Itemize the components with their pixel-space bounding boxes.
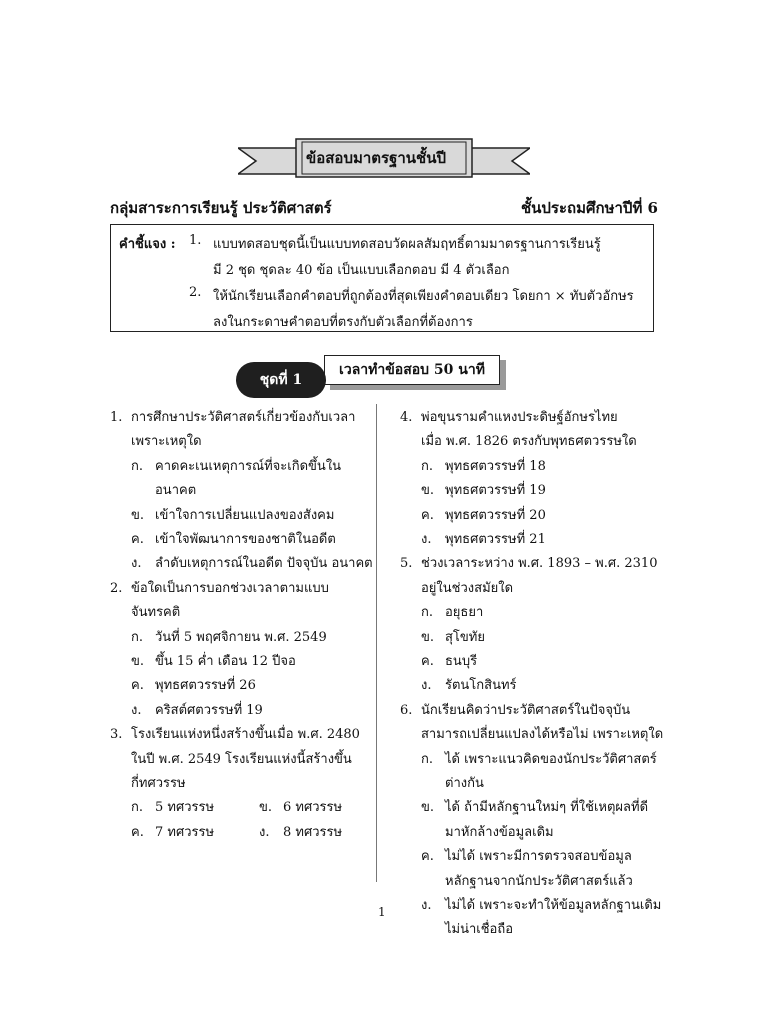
question-number: 2.	[110, 580, 123, 596]
option-text: รัตนโกสินทร์	[445, 678, 517, 694]
question-text: อยู่ในช่วงสมัยใด	[421, 580, 514, 596]
option-text: อยุธยา	[445, 605, 484, 621]
option-text: 8 ทศวรรษ	[283, 824, 343, 840]
option-label: ข.	[421, 483, 435, 499]
option-text: หลักฐานจากนักประวัติศาสตร์แล้ว	[445, 873, 633, 889]
option-text: วันที่ 5 พฤศจิกายน พ.ศ. 2549	[155, 629, 327, 645]
option-text: ต่างกัน	[445, 776, 484, 791]
question-text: โรงเรียนแห่งหนึ่งสร้างขึ้นเมื่อ พ.ศ. 2480	[131, 727, 360, 743]
option-text: เข้าใจพัฒนาการของชาติในอดีต	[155, 532, 336, 547]
instructions-box	[110, 224, 654, 332]
option-text: พุทธศตวรรษที่ 19	[445, 483, 546, 499]
option-label: ค.	[421, 507, 434, 523]
option-text: คริสต์ศตวรรษที่ 19	[155, 702, 263, 718]
question-number: 1.	[110, 410, 123, 425]
instruction-text: แบบทดสอบชุดนี้เป็นแบบทดสอบวัดผลสัมฤทธิ์ตามมาตรฐานการเรียนรู้	[213, 237, 601, 252]
instructions-label: คำชี้แจง :	[119, 237, 176, 252]
question-number: 6.	[400, 702, 413, 718]
option-text: พุทธศตวรรษที่ 20	[445, 507, 546, 523]
option-text: ไม่ได้ เพราะมีการตรวจสอบข้อมูล	[445, 849, 632, 865]
option-label: ก.	[131, 800, 144, 816]
question-number: 4.	[400, 410, 413, 425]
subject-line	[110, 196, 658, 220]
option-label: ง.	[259, 824, 270, 840]
option-label: ก.	[421, 751, 434, 767]
option-text: ได้ ถ้ามีหลักฐานใหม่ๆ ที่ใช้เหตุผลที่ดี	[445, 800, 649, 816]
instruction-number: 1.	[189, 233, 202, 248]
question-text: เมื่อ พ.ศ. 1826 ตรงกับพุทธศตวรรษใด	[421, 434, 637, 450]
option-text: ได้ เพราะแนวคิดของนักประวัติศาสตร์	[445, 751, 657, 767]
option-text: ธนบุรี	[445, 654, 478, 669]
option-text: 5 ทศวรรษ	[155, 800, 215, 816]
question-text: สามารถเปลี่ยนแปลงได้หรือไม่ เพราะเหตุใด	[421, 727, 664, 743]
question-text: เพราะเหตุใด	[131, 434, 202, 450]
option-text: พุทธศตวรรษที่ 26	[155, 678, 256, 694]
option-text: พุทธศตวรรษที่ 18	[445, 458, 546, 474]
option-label: ง.	[131, 702, 142, 718]
question-text: นักเรียนคิดว่าประวัติศาสตร์ในปัจจุบัน	[421, 702, 631, 718]
option-label: ง.	[421, 678, 432, 694]
option-label: ข.	[421, 629, 435, 645]
instruction-number: 2.	[189, 285, 202, 300]
option-label: ข.	[131, 507, 145, 523]
option-text: สุโขทัย	[445, 629, 485, 645]
question-text: การศึกษาประวัติศาสตร์เกี่ยวข้องกับเวลา	[131, 410, 356, 425]
question-text: พ่อขุนรามคำแหงประดิษฐ์อักษรไทย	[421, 410, 618, 425]
option-text: เข้าใจการเปลี่ยนแปลงของสังคม	[155, 507, 335, 523]
option-label: ข.	[259, 800, 273, 816]
grade-label: ชั้นประถมศึกษาปีที่ 6	[520, 199, 658, 217]
time-limit-box: เวลาทำข้อสอบ 50 นาที	[324, 355, 500, 385]
option-text: คาดคะเนเหตุการณ์ที่จะเกิดขึ้นใน	[155, 458, 342, 474]
option-label: ก.	[131, 458, 144, 474]
option-text: ไม่น่าเชื่อถือ	[445, 922, 514, 938]
option-text: ขึ้น 15 ค่ำ เดือน 12 ปีจอ	[155, 654, 296, 669]
option-label: ก.	[421, 605, 434, 621]
exam-title: ข้อสอบมาตรฐานชั้นปี	[306, 149, 446, 167]
instruction-text: ลงในกระดาษคำตอบที่ตรงกับตัวเลือกที่ต้องการ	[213, 315, 473, 330]
set-number-badge: ชุดที่ 1	[236, 362, 326, 398]
option-text: ลำดับเหตุการณ์ในอดีต ปัจจุบัน อนาคต	[155, 556, 373, 572]
option-text: 7 ทศวรรษ	[155, 824, 215, 840]
option-text: 6 ทศวรรษ	[283, 800, 343, 816]
option-label: ก.	[421, 458, 434, 474]
option-label: ค.	[131, 532, 144, 547]
question-text: จันทรคติ	[131, 605, 181, 621]
option-label: ค.	[421, 654, 434, 669]
page-number: 1	[378, 905, 386, 919]
option-text: พุทธศตวรรษที่ 21	[445, 532, 546, 547]
question-text: ในปี พ.ศ. 2549 โรงเรียนแห่งนี้สร้างขึ้น	[131, 751, 352, 767]
option-text: ไม่ได้ เพราะจะทำให้ข้อมูลหลักฐานเดิม	[445, 898, 662, 913]
option-text: อนาคต	[155, 483, 197, 499]
instruction-text: มี 2 ชุด ชุดละ 40 ข้อ เป็นแบบเลือกตอบ มี 4 ตัวเลือก	[213, 263, 510, 278]
column-divider	[376, 404, 377, 882]
question-text: ช่วงเวลาระหว่าง พ.ศ. 1893 – พ.ศ. 2310	[421, 556, 658, 572]
instruction-text: ให้นักเรียนเลือกคำตอบที่ถูกต้องที่สุดเพียงคำตอบเดียว โดยกา × ทับตัวอักษร	[213, 289, 634, 304]
option-text: มาหักล้างข้อมูลเดิม	[445, 824, 554, 840]
option-label: ข.	[421, 800, 435, 816]
option-label: ค.	[131, 678, 144, 694]
option-label: ก.	[131, 629, 144, 645]
option-label: ง.	[421, 532, 432, 547]
option-label: ค.	[421, 849, 434, 865]
option-label: ง.	[421, 898, 432, 913]
question-number: 3.	[110, 727, 123, 743]
option-label: ข.	[131, 654, 145, 669]
option-label: ค.	[131, 824, 144, 840]
subject-label: กลุ่มสาระการเรียนรู้ ประวัติศาสตร์	[110, 199, 332, 217]
option-label: ง.	[131, 556, 142, 572]
question-number: 5.	[400, 556, 413, 572]
question-text: กี่ทศวรรษ	[131, 776, 186, 791]
question-text: ข้อใดเป็นการบอกช่วงเวลาตามแบบ	[131, 580, 329, 596]
